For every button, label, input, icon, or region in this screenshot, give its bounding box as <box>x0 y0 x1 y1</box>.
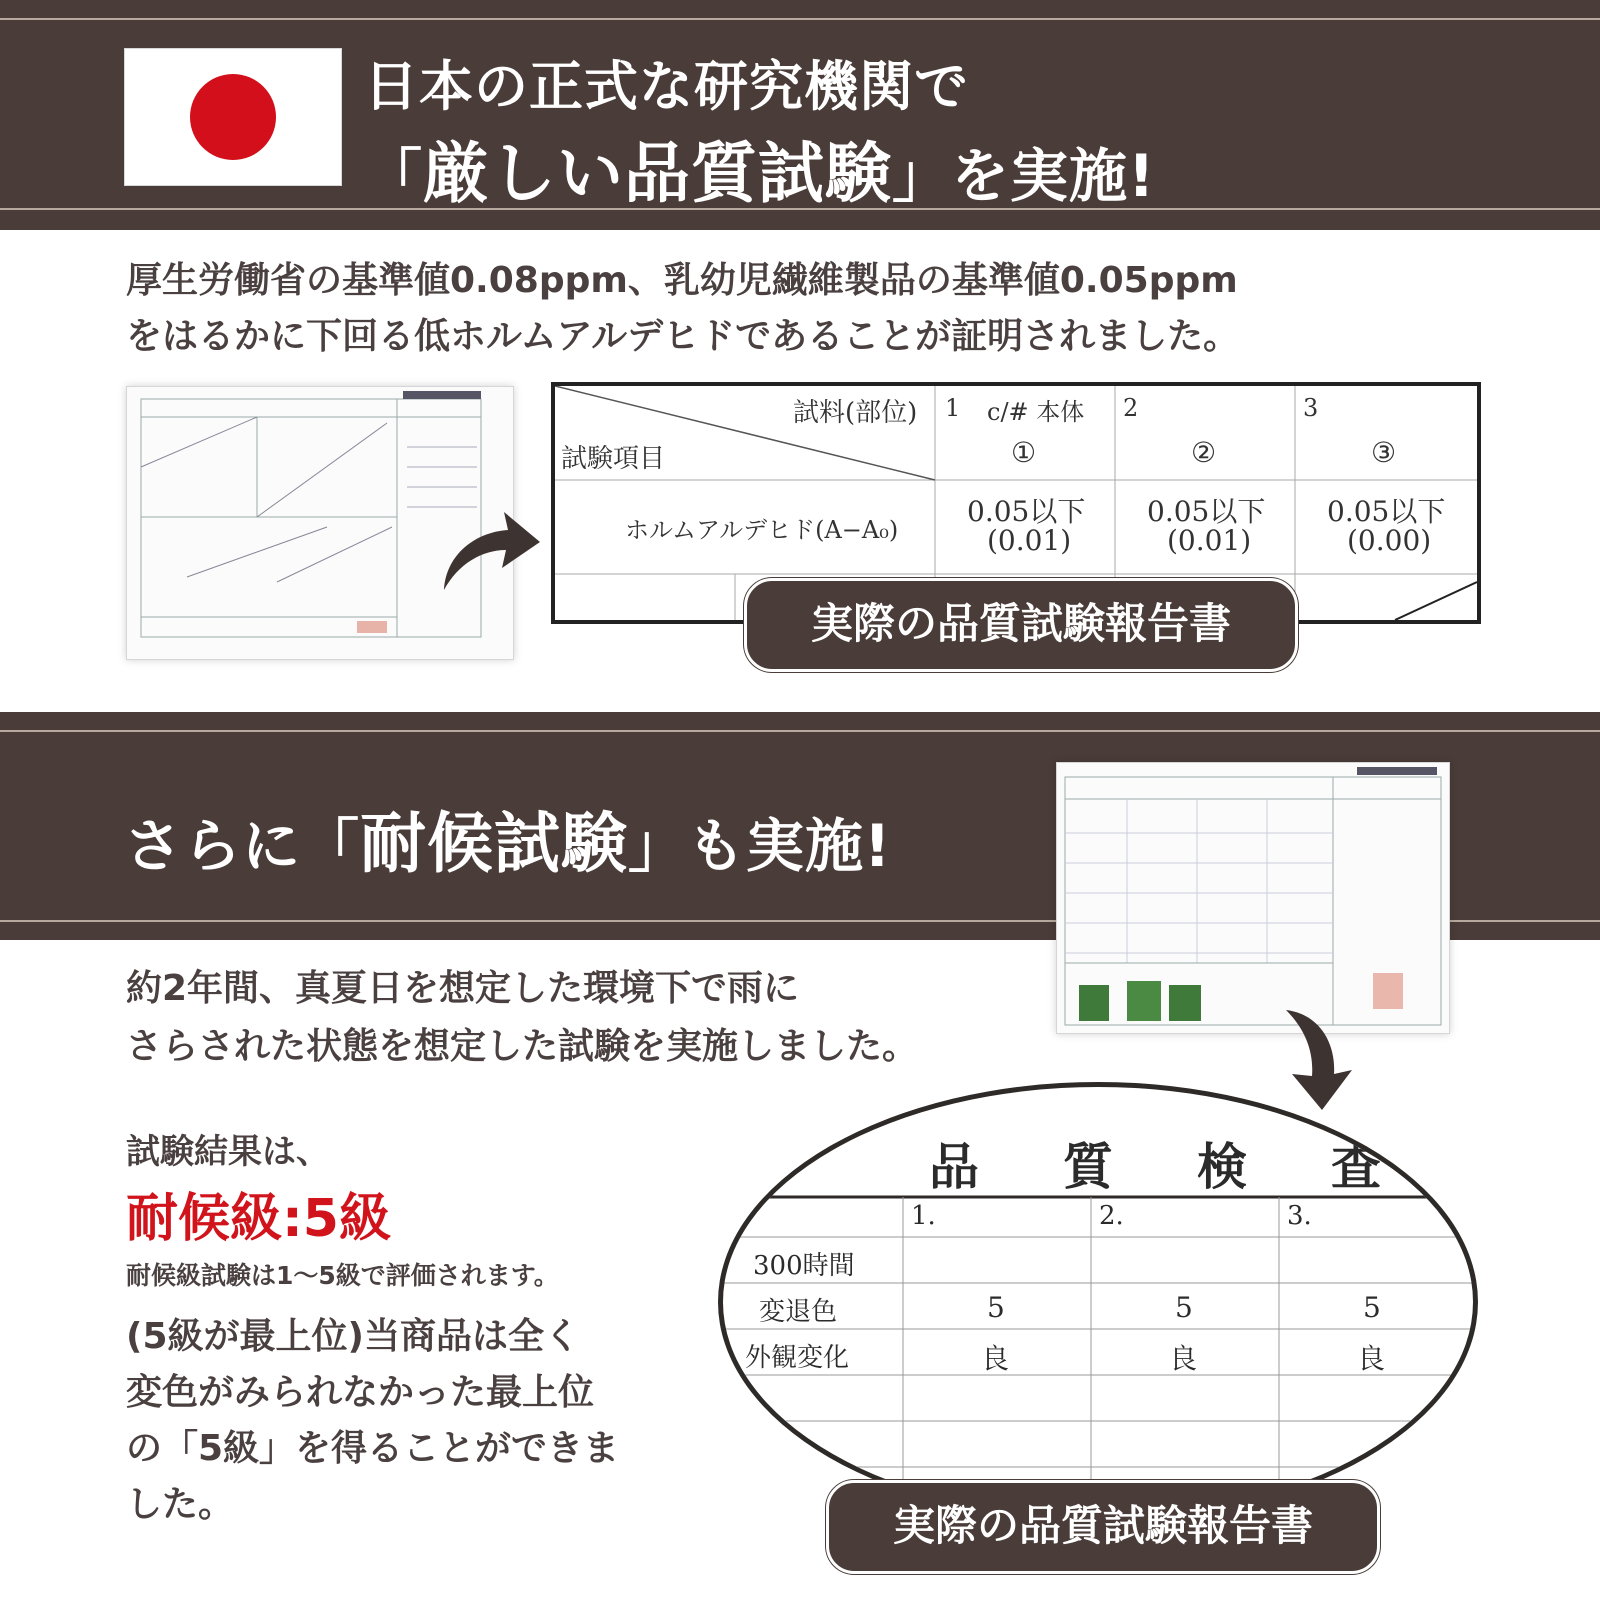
result-note: 耐候級試験は1〜5級で評価されます。 <box>126 1261 559 1290</box>
title-char: 品 <box>929 1137 979 1196</box>
col1-num: 1 <box>945 394 961 422</box>
heading-tail: 」を実施! <box>892 142 1156 210</box>
curved-arrow-icon <box>436 504 546 596</box>
band-rule <box>0 730 1600 732</box>
col-num-3: 3. <box>1287 1201 1312 1231</box>
section1-heading-line1: 日本の正式な研究機関で <box>364 55 969 118</box>
japan-flag-icon <box>124 48 342 186</box>
section2-heading <box>124 790 891 885</box>
inspection-table-oval <box>718 1082 1478 1522</box>
title-char: 査 <box>1331 1137 1381 1196</box>
flag-sun <box>190 74 276 160</box>
section1-body-line1: 厚生労働省の基準値0.08ppm、乳幼児繊維製品の基準値0.05ppm <box>126 260 1238 301</box>
col1-label: c/# 本体 <box>987 398 1085 426</box>
header-sample: 試料(部位) <box>793 398 918 428</box>
col1-circled: ① <box>1011 436 1037 469</box>
col2-num: 2 <box>1123 394 1139 422</box>
col2-circled: ② <box>1191 436 1217 469</box>
title-char: 質 <box>1063 1137 1113 1196</box>
heading-emphasis: 耐候試験 <box>360 805 629 882</box>
cell-value: 5 <box>987 1291 1005 1324</box>
result-line4: した。 <box>126 1484 235 1525</box>
report-label-badge-1: 実際の品質試験報告書 <box>744 578 1298 672</box>
heading-tail: 」も実施! <box>628 812 892 880</box>
result-line1: (5級が最上位)当商品は全く <box>126 1316 580 1357</box>
heading-lead: さらに「 <box>124 812 361 880</box>
value-3-main: 0.05以下 <box>1327 495 1446 528</box>
cell-value: 良 <box>1357 1342 1386 1375</box>
result-lead: 試験結果は、 <box>126 1132 330 1172</box>
row-label-formaldehyde: ホルムアルデヒド(A−A₀) <box>625 516 899 544</box>
col3-num: 3 <box>1303 394 1319 422</box>
value-3-sub: (0.00) <box>1347 524 1432 557</box>
weather-report-thumbnail <box>1056 762 1450 1034</box>
cell-value: 5 <box>1363 1291 1381 1324</box>
title-char: 検 <box>1197 1137 1247 1196</box>
header-test-item: 試験項目 <box>561 444 666 474</box>
section2-body-line2: さらされた状態を想定した試験を実施しました。 <box>126 1026 919 1067</box>
result-grade: 耐候級:5級 <box>126 1189 391 1249</box>
section1-body-line2: をはるかに下回る低ホルムアルデヒドであることが証明されました。 <box>126 316 1240 357</box>
band-rule <box>0 18 1600 20</box>
value-1-sub: (0.01) <box>987 524 1072 557</box>
document-lines <box>1057 763 1449 1033</box>
value-2-main: 0.05以下 <box>1147 495 1266 528</box>
section2-body-line1: 約2年間、真夏日を想定した環境下で雨に <box>126 968 800 1009</box>
value-2-sub: (0.01) <box>1167 524 1252 557</box>
section1-heading-line2 <box>364 120 1155 215</box>
col3-circled: ③ <box>1371 436 1397 469</box>
heading-emphasis: 厳しい品質試験 <box>423 135 893 212</box>
col-num-2: 2. <box>1099 1201 1124 1231</box>
cell-value: 良 <box>1169 1342 1198 1375</box>
row-label: 外観変化 <box>745 1343 850 1373</box>
cell-value: 5 <box>1175 1291 1193 1324</box>
value-1-main: 0.05以下 <box>967 495 1086 528</box>
cell-value: 良 <box>981 1342 1010 1375</box>
col-num-1: 1. <box>911 1201 936 1231</box>
result-line2: 変色がみられなかった最上位 <box>126 1372 595 1413</box>
result-line3: の「5級」を得ることができま <box>126 1428 620 1469</box>
bracket-open: 「 <box>364 142 424 210</box>
row-label: 変退色 <box>759 1297 838 1327</box>
row-label: 300時間 <box>753 1251 855 1281</box>
report-label-badge-2: 実際の品質試験報告書 <box>826 1480 1380 1574</box>
